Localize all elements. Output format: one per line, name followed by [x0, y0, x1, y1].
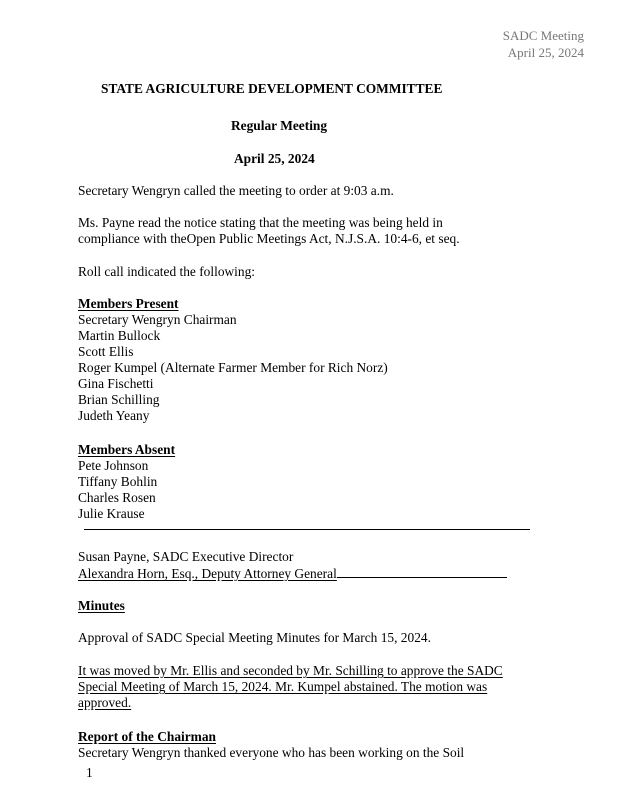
members-absent-section	[78, 442, 175, 522]
chairman-report-text: Secretary Wengryn thanked everyone who has been working on the Soil	[78, 745, 465, 760]
members-present-heading: Members Present	[78, 296, 179, 311]
minutes-approval-text: Approval of SADC Special Meeting Minutes for March 15, 2024.	[78, 630, 431, 645]
absent-member-name: Pete Johnson	[78, 458, 149, 473]
page-number: 1	[86, 765, 93, 780]
minutes-approval	[78, 630, 431, 646]
member-name: Gina Fischetti	[78, 376, 154, 391]
minutes-motion	[78, 663, 503, 711]
member-name: Secretary Wengryn Chairman	[78, 312, 237, 327]
member-name: Brian Schilling	[78, 392, 160, 407]
staff-section	[78, 549, 507, 581]
staff-attorney-general	[78, 565, 507, 581]
minutes-heading: Minutes	[78, 598, 125, 613]
roll-call-section	[78, 264, 255, 280]
absent-member-name: Charles Rosen	[78, 490, 156, 505]
member-name: Scott Ellis	[78, 344, 134, 359]
header-meeting-date: April 25, 2024	[507, 45, 584, 60]
members-present-section	[78, 296, 388, 424]
section-divider	[84, 529, 530, 530]
chairman-report-heading: Report of the Chairman	[78, 729, 216, 744]
member-name: Roger Kumpel (Alternate Farmer Member for Rich Norz)	[78, 360, 388, 375]
header-meeting-label: SADC Meeting	[502, 28, 584, 43]
committee-title: STATE AGRICULTURE DEVELOPMENT COMMITTEE	[101, 81, 443, 96]
notice-line: compliance with theOpen Public Meetings Act, N.J.S.A. 10:4-6, et seq.	[78, 231, 460, 246]
call-to-order-text: Secretary Wengryn called the meeting to order at 9:03 a.m.	[78, 183, 394, 198]
opening-section	[78, 183, 394, 199]
members-absent-heading: Members Absent	[78, 442, 176, 457]
motion-line: approved.	[78, 695, 132, 710]
motion-line: Special Meeting of March 15, 2024. Mr. Kumpel abstained. The motion was	[78, 679, 488, 694]
meeting-date: April 25, 2024	[234, 151, 315, 166]
chairman-report-section	[78, 729, 464, 761]
signature-fill-line	[337, 565, 507, 578]
member-name: Martin Bullock	[78, 328, 161, 343]
staff-executive-director: Susan Payne, SADC Executive Director	[78, 549, 294, 564]
notice-line: Ms. Payne read the notice stating that the meeting was being held in	[78, 215, 443, 230]
meeting-type: Regular Meeting	[231, 118, 328, 133]
motion-line: It was moved by Mr. Ellis and seconded by Mr. Schilling to approve the SADC	[78, 663, 503, 678]
roll-call-text: Roll call indicated the following:	[78, 264, 256, 279]
absent-member-name: Julie Krause	[78, 506, 145, 521]
member-name: Judeth Yeany	[78, 408, 150, 423]
staff-attorney-general-text: Alexandra Horn, Esq., Deputy Attorney General	[78, 566, 337, 581]
minutes-section	[78, 598, 125, 614]
absent-member-name: Tiffany Bohlin	[78, 474, 158, 489]
notice-paragraph	[78, 215, 460, 247]
